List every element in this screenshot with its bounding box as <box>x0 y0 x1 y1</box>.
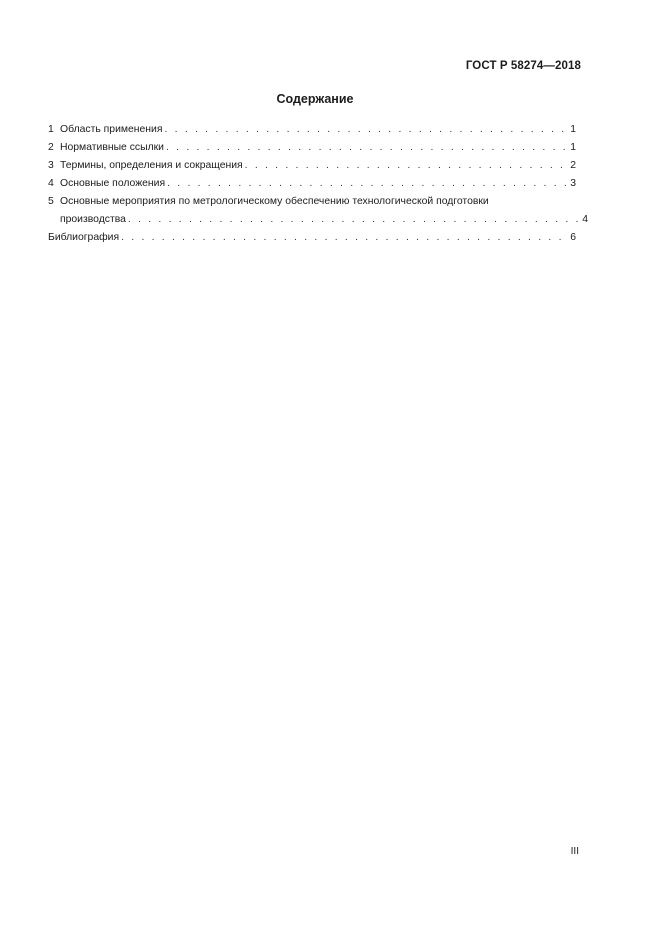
toc-entry-page: 1 <box>570 124 576 135</box>
toc-entry[interactable] <box>48 175 576 193</box>
toc-entry-number: 4 <box>48 178 54 189</box>
toc-leader-dots <box>164 121 568 139</box>
toc-entry-page: 4 <box>582 214 588 225</box>
toc-entry-page: 2 <box>570 160 576 171</box>
toc-entry-page: 6 <box>570 232 576 243</box>
toc-entry[interactable] <box>48 229 576 247</box>
toc-entry-title: Основные положения <box>60 178 166 189</box>
table-of-contents <box>48 121 588 247</box>
toc-entry-title: Термины, определения и сокращения <box>60 160 243 171</box>
toc-entry[interactable] <box>48 193 588 229</box>
toc-entry-title: Основные мероприятия по метрологическому обеспечению технологической подготовки <box>60 196 489 207</box>
toc-entry[interactable] <box>48 139 576 157</box>
toc-entry-number: 5 <box>48 196 54 207</box>
toc-entry-page: 1 <box>570 142 576 153</box>
toc-entry-title: Библиография <box>48 232 120 243</box>
toc-entry[interactable] <box>48 157 576 175</box>
toc-entry-number: 2 <box>48 142 54 153</box>
toc-leader-dots <box>167 175 568 193</box>
toc-entry[interactable] <box>48 121 576 139</box>
standard-designation: ГОСТ Р 58274—2018 <box>465 60 581 72</box>
toc-title: Содержание <box>276 92 354 106</box>
toc-entry-number: 3 <box>48 160 54 171</box>
toc-leader-dots <box>128 211 580 229</box>
toc-entry-page: 3 <box>570 178 576 189</box>
toc-entry-title: Область применения <box>60 124 163 135</box>
toc-leader-dots <box>121 229 568 247</box>
toc-entry-title: Нормативные ссылки <box>60 142 164 153</box>
toc-entry-second-line <box>48 211 588 229</box>
toc-leader-dots <box>166 139 568 157</box>
toc-entry-first-line <box>48 193 576 211</box>
toc-entry-title-continued: производства <box>60 214 126 225</box>
toc-entry-number: 1 <box>48 124 54 135</box>
toc-leader-dots <box>245 157 569 175</box>
page-number: III <box>570 846 579 857</box>
